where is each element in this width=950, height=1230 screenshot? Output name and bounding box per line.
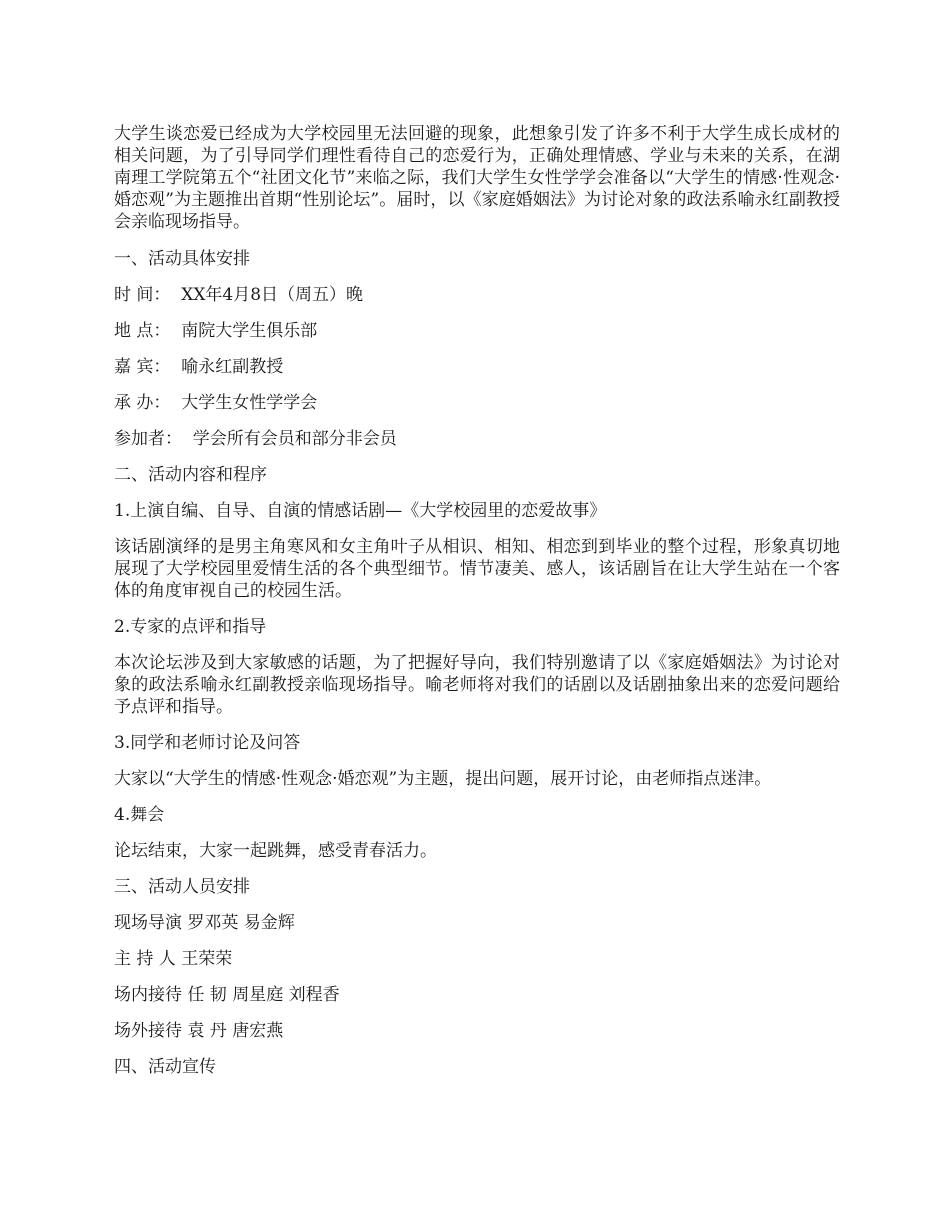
organizer-line: 承 办： 大学生女性学学会 [114,393,318,413]
section-3-heading: 三、活动人员安排 [114,877,250,897]
participants-line: 参加者： 学会所有会员和部分非会员 [114,429,397,449]
item-1-body: 该话剧演绎的是男主角寒风和女主角叶子从相识、相知、相恋到到毕业的整个过程，形象真切地展现了大学校园里爱情生活的各个典型细节。情节凄美、感人，该话剧旨在让大学生站在一个客体的角度审视自己的校园生活。 [114,537,840,601]
document-page [114,123,840,1092]
item-2-title: 2.专家的点评和指导 [114,617,267,637]
time-line: 时 间： XX年4月8日（周五）晚 [114,285,364,305]
item-4-body: 论坛结束，大家一起跳舞，感受青春活力。 [114,841,437,861]
guest-line: 嘉 宾： 喻永红副教授 [114,357,284,377]
director-line: 现场导演 罗邓英 易金辉 [114,913,295,933]
section-2-heading: 二、活动内容和程序 [114,465,267,485]
item-4-title: 4.舞会 [114,805,165,825]
intro-paragraph: 大学生谈恋爱已经成为大学校园里无法回避的现象，此想象引发了许多不利于大学生成长成材的相关问题，为了引导同学们理性看待自己的恋爱行为，正确处理情感、学业与未来的关系，在湖南理工学院第五个“社团文化节”来临之际，我们大学生女性学学会准备以“大学生的情感·性观念·婚恋观”为主题推出首期“性别论坛”。届时，以《家庭婚姻法》为讨论对象的政法系喻永红副教授会亲临现场指导。 [114,124,840,232]
section-1-heading: 一、活动具体安排 [114,249,250,269]
host-line: 主 持 人 王荣荣 [114,949,233,969]
outside-reception-line: 场外接待 袁 丹 唐宏燕 [114,1021,284,1041]
item-1-title: 1.上演自编、自导、自演的情感话剧—《大学校园里的恋爱故事》 [114,501,607,521]
item-2-body: 本次论坛涉及到大家敏感的话题，为了把握好导向，我们特别邀请了以《家庭婚姻法》为讨论对象的政法系喻永红副教授亲临现场指导。喻老师将对我们的话剧以及话剧抽象出来的恋爱问题给予点评和指导。 [114,653,840,717]
item-3-title: 3.同学和老师讨论及问答 [114,733,301,753]
item-3-body: 大家以“大学生的情感·性观念·婚恋观”为主题，提出问题，展开讨论，由老师指点迷津。 [114,769,772,789]
inside-reception-line: 场内接待 任 韧 周星庭 刘程香 [114,985,340,1005]
section-4-heading: 四、活动宣传 [114,1057,216,1077]
place-line: 地 点： 南院大学生俱乐部 [114,321,318,341]
